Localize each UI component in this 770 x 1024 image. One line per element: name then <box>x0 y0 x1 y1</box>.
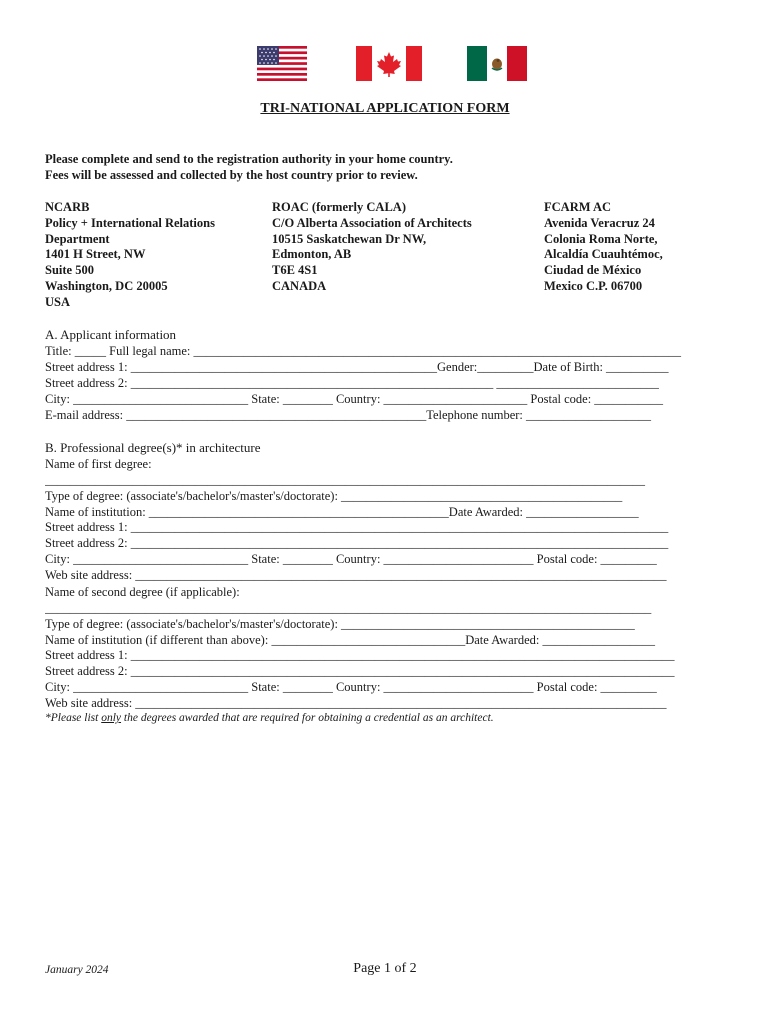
footnote-emphasis: only <box>101 712 122 724</box>
address-line: ROAC (formerly CALA) <box>272 200 406 214</box>
address-line: 1401 H Street, NW <box>45 247 146 262</box>
address-line: USA <box>45 294 71 309</box>
first-website-field[interactable]: Web site address: _____________________________________________________________________________________ <box>45 568 667 582</box>
canada-flag-icon <box>356 46 422 81</box>
address-line: FCARM AC <box>544 200 612 214</box>
address-line: Alcaldía Cuauhtémoc, <box>544 247 663 262</box>
first-institution-field[interactable]: Name of institution: ________________________________________________Date Awarded: __________________ <box>45 505 639 519</box>
fcarm-address <box>544 200 663 295</box>
name-fields[interactable]: Title: _____ Full legal name: ______________________________________________________________________________ <box>45 344 681 358</box>
section-b-heading: B. Professional degree(s)* in architecture <box>45 440 261 455</box>
address-line: Edmonton, AB <box>272 247 352 262</box>
address-line: Policy + International Relations <box>45 215 215 230</box>
degree-footnote <box>45 712 494 724</box>
page-number: Page 1 of 2 <box>353 961 417 976</box>
email-phone-fields[interactable]: E-mail address: ________________________________________________Telephone number: ____________________ <box>45 408 652 422</box>
address-line: NCARB <box>45 200 90 214</box>
address-line: 10515 Saskatchewan Dr NW, <box>272 231 427 246</box>
second-street-2-field[interactable]: Street address 2: _______________________________________________________________________________________ <box>45 664 675 678</box>
second-city-fields[interactable]: City: ____________________________ State: ________ Country: ________________________ Postal code: _________ <box>45 680 657 694</box>
address-line: T6E 4S1 <box>272 263 318 278</box>
first-city-fields[interactable]: City: ____________________________ State: ________ Country: ________________________ Postal code: _________ <box>45 552 657 566</box>
first-street-1-field[interactable]: Street address 1: ______________________________________________________________________________________ <box>45 520 669 534</box>
intro-line-1: Please complete and send to the registration authority in your home country. <box>45 152 453 166</box>
address-line: Department <box>45 231 110 246</box>
first-degree-field[interactable]: ________________________________________________________________________________________________ <box>45 473 645 487</box>
first-degree-type-field[interactable]: Type of degree: (associate's/bachelor's/master's/doctorate): _____________________________________________ <box>45 489 623 503</box>
roac-address <box>272 200 472 295</box>
second-degree-label: Name of second degree (if applicable): <box>45 585 240 599</box>
footnote-text: *Please list <box>45 712 102 724</box>
first-degree-label: Name of first degree: <box>45 457 152 471</box>
address-line: CANADA <box>272 278 327 293</box>
ncarb-address <box>45 200 215 311</box>
second-degree-type-field[interactable]: Type of degree: (associate's/bachelor's/master's/doctorate): _______________________________________________ <box>45 617 635 631</box>
second-degree-field[interactable]: _________________________________________________________________________________________________ <box>45 601 652 615</box>
footnote-text: the degrees awarded that are required for obtaining a credential as an architect. <box>121 712 494 724</box>
address-line: Avenida Veracruz 24 <box>544 215 655 230</box>
address-2-field[interactable]: Street address 2: __________________________________________________________ __________________________ <box>45 376 659 390</box>
form-title: TRI-NATIONAL APPLICATION FORM <box>260 101 510 116</box>
intro-line-2: Fees will be assessed and collected by the host country prior to review. <box>45 168 418 182</box>
first-street-2-field[interactable]: Street address 2: ______________________________________________________________________________________ <box>45 536 669 550</box>
flag-row <box>0 46 770 82</box>
address-line: Washington, DC 20005 <box>45 278 168 293</box>
address-line: Mexico C.P. 06700 <box>544 278 643 293</box>
address-line: C/O Alberta Association of Architects <box>272 215 472 230</box>
city-state-country-postal-fields[interactable]: City: ____________________________ State: ________ Country: _______________________ Postal code: ___________ <box>45 392 664 406</box>
second-institution-field[interactable]: Name of institution (if different than above): _______________________________Date Awarded: __________________ <box>45 633 655 647</box>
address-line: Suite 500 <box>45 263 94 278</box>
footer-date: January 2024 <box>45 964 109 976</box>
second-website-field[interactable]: Web site address: _____________________________________________________________________________________ <box>45 696 667 710</box>
address-line: Colonia Roma Norte, <box>544 231 658 246</box>
mexico-flag-icon <box>467 46 527 81</box>
section-a-heading: A. Applicant information <box>45 327 177 342</box>
address-line: Ciudad de México <box>544 263 642 278</box>
us-flag-icon <box>257 46 307 81</box>
second-street-1-field[interactable]: Street address 1: _______________________________________________________________________________________ <box>45 648 675 662</box>
address-1-gender-dob-fields[interactable]: Street address 1: _________________________________________________Gender:_________Date of Birth: __________ <box>45 360 669 374</box>
